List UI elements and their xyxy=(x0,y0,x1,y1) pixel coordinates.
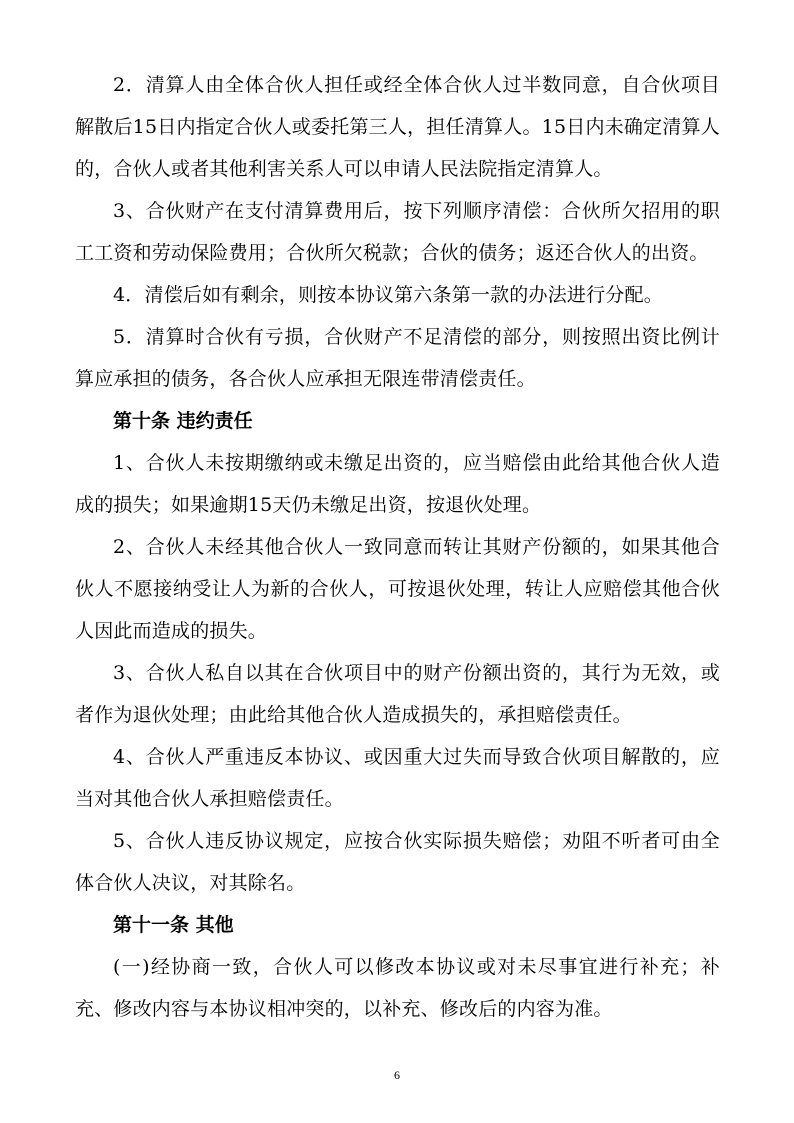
clause-10-item-1: 1、合伙人未按期缴纳或未缴足出资的，应当赔偿由此给其他合伙人造成的损失；如果逾期15天仍未缴足出资，按退伙处理。 xyxy=(75,452,720,516)
clause-10-item-5: 5、合伙人违反协议规定，应按合伙实际损失赔偿；劝阻不听者可由全体合伙人决议，对其除名。 xyxy=(75,830,720,894)
clause-10-item-2: 2、合伙人未经其他合伙人一致同意而转让其财产份额的，如果其他合伙人不愿接纳受让人为新的合伙人，可按退伙处理，转让人应赔偿其他合伙人因此而造成的损失。 xyxy=(75,536,720,642)
document-body xyxy=(75,64,720,1030)
clause-9-item-2: 2．清算人由全体合伙人担任或经全体合伙人过半数同意，自合伙项目解散后15日内指定合伙人或委托第三人，担任清算人。15日内未确定清算人的，合伙人或者其他利害关系人可以申请人民法院指定清算人。 xyxy=(75,74,720,180)
clause-9-item-4: 4．清偿后如有剩余，则按本协议第六条第一款的办法进行分配。 xyxy=(113,284,663,306)
clause-11-item-1: (一)经协商一致，合伙人可以修改本协议或对未尽事宜进行补充；补充、修改内容与本协议相冲突的，以补充、修改后的内容为准。 xyxy=(75,956,720,1020)
section-heading-article-11: 第十一条 其他 xyxy=(113,914,234,936)
section-heading-article-10: 第十条 违约责任 xyxy=(113,410,253,432)
clause-9-item-5: 5．清算时合伙有亏损，合伙财产不足清偿的部分，则按照出资比例计算应承担的债务，各合伙人应承担无限连带清偿责任。 xyxy=(75,326,720,390)
clause-9-item-3: 3、合伙财产在支付清算费用后，按下列顺序清偿：合伙所欠招用的职工工资和劳动保险费用；合伙所欠税款；合伙的债务；返还合伙人的出资。 xyxy=(75,200,720,264)
clause-10-item-3: 3、合伙人私自以其在合伙项目中的财产份额出资的，其行为无效，或者作为退伙处理；由此给其他合伙人造成损失的，承担赔偿责任。 xyxy=(75,662,720,726)
clause-10-item-4: 4、合伙人严重违反本协议、或因重大过失而导致合伙项目解散的，应当对其他合伙人承担赔偿责任。 xyxy=(75,746,720,810)
page-number: 6 xyxy=(394,1068,400,1082)
